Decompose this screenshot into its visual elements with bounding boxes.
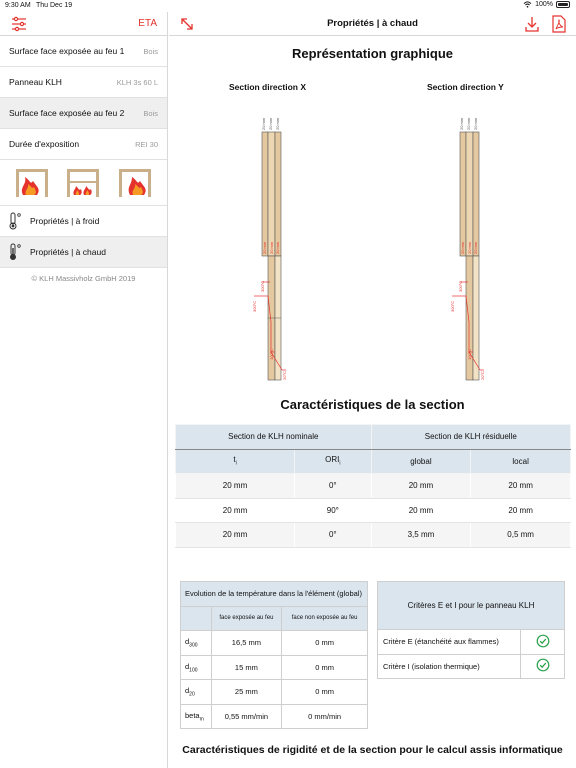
- temperature-table: [180, 581, 368, 729]
- section-y-diagram: [442, 112, 502, 384]
- table-row: [176, 523, 571, 548]
- row-name: $d_{100}$: [181, 655, 212, 680]
- nominal-header: Section de KLH nominale: [176, 425, 372, 450]
- section-char-title: Caractéristiques de la section: [280, 397, 465, 412]
- table-row: [378, 654, 565, 679]
- cell: 20 mm: [371, 498, 471, 523]
- row-name: $d_{300}$: [181, 631, 212, 656]
- table-row: [181, 704, 368, 729]
- top-label-1: 20 mm: [459, 117, 464, 130]
- row-label: Surface face exposée au feu 1: [9, 46, 125, 56]
- temp-label-3: 100°C: [467, 348, 472, 360]
- top-label-2: 20 mm: [466, 117, 471, 130]
- sidebar-toolbar: [0, 12, 167, 36]
- nav-bar: [169, 12, 576, 36]
- sidebar-row-duree[interactable]: [0, 129, 167, 160]
- fire-right-icon[interactable]: [118, 167, 152, 199]
- criteria-status: [521, 654, 565, 679]
- fire-both-icon[interactable]: [66, 167, 100, 199]
- mid-label-2: 20 mm: [269, 241, 274, 254]
- thermometer-cold-icon: [8, 212, 22, 230]
- cell: 20 mm: [176, 523, 295, 548]
- eta-button[interactable]: ETA: [138, 18, 157, 29]
- cell: 20 mm: [471, 498, 571, 523]
- battery-icon: [556, 1, 570, 8]
- battery-percent: 100%: [535, 1, 553, 8]
- table-row: [181, 631, 368, 656]
- cell: 0 mm: [282, 631, 368, 656]
- top-label-2: 20 mm: [268, 117, 273, 130]
- table-row: [176, 474, 571, 499]
- mid-label-3: 20 mm: [275, 241, 280, 254]
- cell: 20 mm: [176, 474, 295, 499]
- top-label-3: 20 mm: [275, 117, 280, 130]
- mid-label-3: 20 mm: [473, 241, 478, 254]
- section-x-label: Section direction X: [229, 82, 306, 92]
- filter-icon[interactable]: [11, 16, 27, 32]
- mid-label-1: 20 mm: [262, 241, 267, 254]
- sidebar-props-chaud[interactable]: [0, 237, 167, 268]
- criteria-label: Critère E (étanchéité aux flammes): [378, 630, 521, 655]
- cell: 16,5 mm: [211, 631, 282, 656]
- props-label: Propriétés | à froid: [30, 216, 100, 226]
- criteria-label: Critère I (isolation thermique): [378, 654, 521, 679]
- wifi-icon: [523, 1, 532, 8]
- status-right: [523, 1, 570, 8]
- table-row: [378, 630, 565, 655]
- pdf-icon[interactable]: [551, 15, 567, 33]
- sidebar-props-froid[interactable]: [0, 206, 167, 237]
- cell: 0 mm: [282, 655, 368, 680]
- sidebar-row-surface-1[interactable]: [0, 36, 167, 67]
- temp-label-4: 20°C: [282, 371, 287, 380]
- cell: 20 mm: [176, 498, 295, 523]
- temp-label-1: 300°C: [260, 280, 265, 292]
- fire-left-icon[interactable]: [15, 167, 49, 199]
- cell: 0,5 mm: [471, 523, 571, 548]
- criteria-status: [521, 630, 565, 655]
- props-label: Propriétés | à chaud: [30, 247, 106, 257]
- cell: 20 mm: [371, 474, 471, 499]
- cell: 0 mm/min: [282, 704, 368, 729]
- status-date: Thu Dec 19: [36, 2, 73, 9]
- sidebar-row-surface-2[interactable]: [0, 98, 167, 129]
- cell: 25 mm: [211, 680, 282, 705]
- criteria-table: [377, 581, 565, 679]
- temp-label-1: 300°C: [458, 280, 463, 292]
- row-value: Bois: [143, 46, 158, 56]
- main-panel: [169, 12, 576, 768]
- check-icon: [536, 658, 550, 672]
- top-label-3: 20 mm: [473, 117, 478, 130]
- mid-label-2: 20 mm: [467, 241, 472, 254]
- cell: 0 mm: [282, 680, 368, 705]
- graph-title: Représentation graphique: [291, 46, 454, 61]
- status-bar: [0, 0, 576, 12]
- cell: 0°: [295, 474, 372, 499]
- temp-label-2: 300°C: [450, 300, 455, 312]
- sidebar: [0, 12, 168, 768]
- row-label: Durée d'exposition: [9, 139, 80, 149]
- copyright: © KLH Massivholz GmbH 2019: [31, 274, 136, 283]
- row-label: Surface face exposée au feu 2: [9, 108, 125, 118]
- row-label: Panneau KLH: [9, 77, 62, 87]
- cell: 15 mm: [211, 655, 282, 680]
- cell: 20 mm: [471, 474, 571, 499]
- temperature-header: Evolution de la température dans la l'élément (global): [181, 582, 368, 607]
- col-local: local: [471, 449, 571, 474]
- table-row: [176, 498, 571, 523]
- row-value: Bois: [143, 108, 158, 118]
- temp-label-4: 20°C: [480, 371, 485, 380]
- table-row: [181, 680, 368, 705]
- row-value: KLH 3s 60 L: [116, 77, 158, 87]
- criteria-header: Critères E et I pour le panneau KLH: [378, 582, 565, 630]
- temp-label-3: 100°C: [269, 348, 274, 360]
- section-table: [175, 424, 571, 548]
- thermometer-hot-icon: [8, 243, 22, 261]
- section-x-diagram: [244, 112, 304, 384]
- bottom-title: Caractéristiques de rigidité et de la section pour le calcul assis informatique: [182, 744, 563, 756]
- col-ti: $t_i$: [176, 449, 295, 474]
- residual-header: Section de KLH résiduelle: [371, 425, 570, 450]
- download-icon[interactable]: [524, 15, 540, 33]
- fire-exposure-icons: [0, 160, 167, 206]
- check-icon: [536, 634, 550, 648]
- col-not-exposed: face non exposée au feu: [282, 606, 368, 631]
- page-title: Propriétés | à chaud: [327, 18, 418, 29]
- top-label-1: 20 mm: [261, 117, 266, 130]
- temp-label-2: 300°C: [252, 300, 257, 312]
- row-name: $d_{20}$: [181, 680, 212, 705]
- row-value: REI 30: [135, 139, 158, 149]
- cell: 90°: [295, 498, 372, 523]
- mid-label-1: 20 mm: [460, 241, 465, 254]
- empty-cell: [181, 606, 212, 631]
- table-row: [181, 655, 368, 680]
- col-exposed: face exposée au feu: [211, 606, 282, 631]
- section-y-label: Section direction Y: [427, 82, 504, 92]
- col-ori: $ORI_i$: [295, 449, 372, 474]
- cell: 3,5 mm: [371, 523, 471, 548]
- row-name: beta$_m$: [181, 704, 212, 729]
- col-global: global: [371, 449, 471, 474]
- cell: 0°: [295, 523, 372, 548]
- sidebar-row-panneau[interactable]: [0, 67, 167, 98]
- cell: 0,55 mm/min: [211, 704, 282, 729]
- status-time: 9:30 AM: [5, 2, 31, 9]
